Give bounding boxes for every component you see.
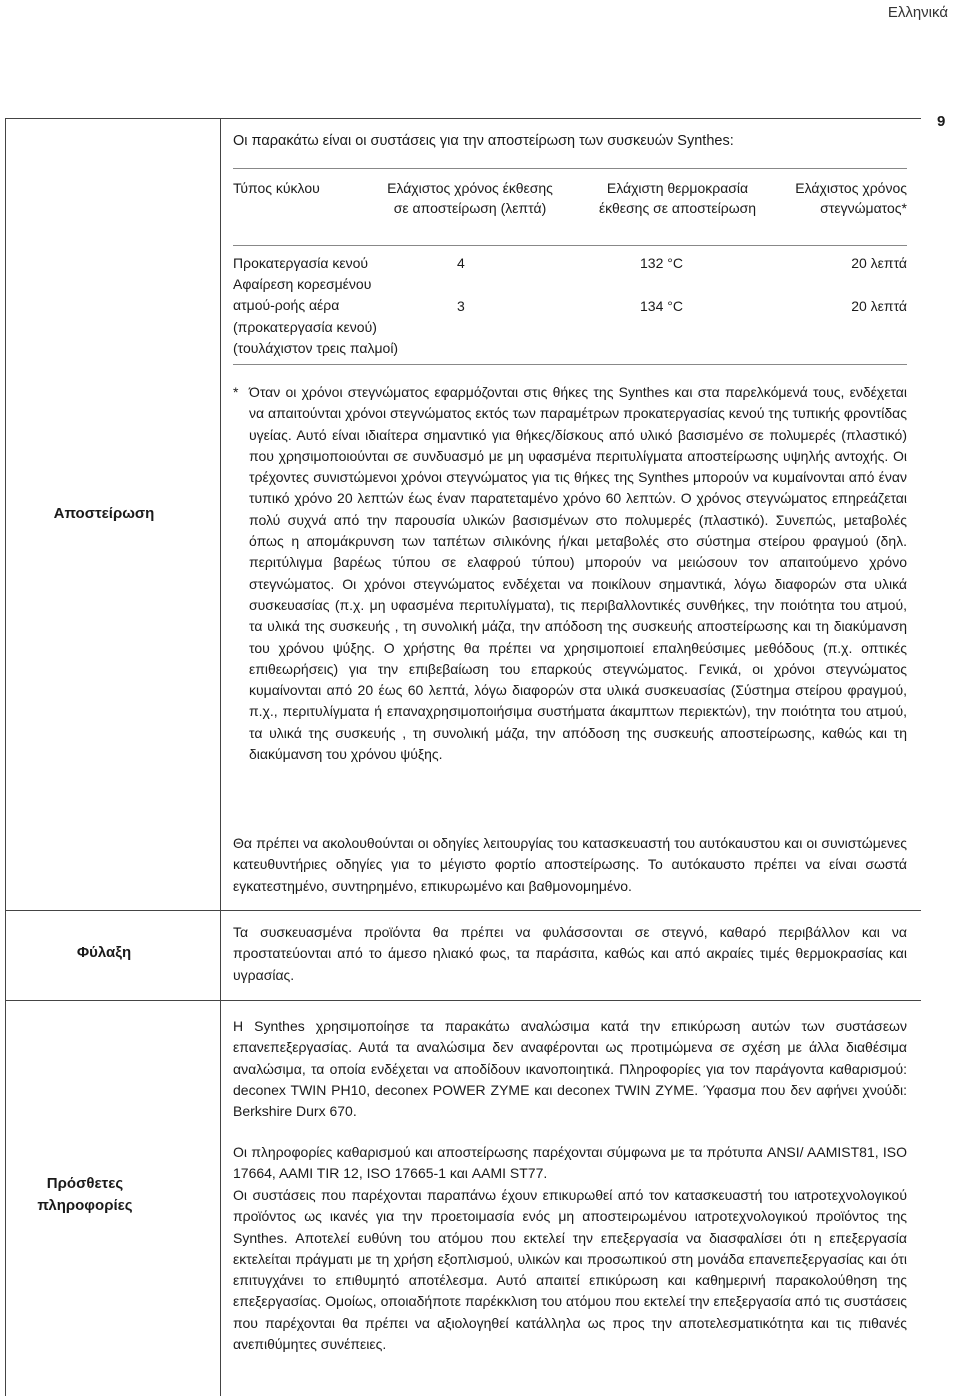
- table-header-rule: [233, 245, 907, 246]
- table-header-dry: Ελάχιστος χρόνος στεγνώματος*: [795, 180, 907, 216]
- divider-storage: [5, 910, 921, 911]
- section-label-storage: Φύλαξη: [76, 944, 132, 961]
- row2-dry: 20 λεπτά: [851, 298, 907, 314]
- table-header-temp: Ελάχιστη θερμοκρασία έκθεσης σε αποστείρωση: [598, 180, 757, 216]
- sterilization-note: Θα πρέπει να ακολουθούνται οι οδηγίες λειτουργίας του κατασκευαστή του αυτόκαυστου και οι συνιστώμενες κατευθυντήριες οδηγίες για το μέγιστο φορτίο αποστείρωσης. Το αυτόκαυστο πρέπει να είναι σωστά εγκατεστημένο, συντηρημένο, επικυρωμένο και βαθμονομημένο.: [233, 835, 907, 894]
- outer-left-border: [5, 118, 6, 1396]
- divider-additional: [5, 1000, 921, 1001]
- page-number: 9: [937, 113, 946, 130]
- row2-time: 3: [457, 298, 465, 314]
- additional-paragraph-2: Οι συστάσεις που παρέχονται παραπάνω έχουν επικυρωθεί από τον κατασκευαστή του ιατροτεχνολογικού προϊόντος ως ικανές για την προετοιμασία ενός μη αποστειρωμένου ιατροτεχνολογικού προϊόντος της Synthes. Αποτελεί ευθύνη του ατόμου που εκτελεί την επεξεργασία να διασφαλίσει ότι η επεξεργασία εκτελείται πράγματι με τη χρήση εξοπλισμού, υλικών και προσωπικού στη μονάδα επανεπεξεργασίας και ότι επιτυγχάνει το επιθυμητό αποτέλεσμα. Αυτό απαιτεί επικύρωση και καθημερινή παρακολούθηση της επεξεργασίας. Ομοίως, οποιαδήποτε παρέκκλιση του ατόμου που εκτελεί την επεξεργασία από τις συστάσεις που παρέχονται θα πρέπει να αξιολογηθεί κατάλληλα ως προς την αποτελεσματικότητα και τις πιθανές ανεπιθύμητες συνέπειες.: [233, 1187, 907, 1353]
- table-header-time: Ελάχιστος χρόνος έκθεσης σε αποστείρωση (λεπτά): [387, 180, 553, 216]
- row1-dry: 20 λεπτά: [851, 255, 907, 271]
- language-label: Ελληνικά: [887, 4, 948, 21]
- storage-text: Τα συσκευασμένα προϊόντα θα πρέπει να φυλάσσονται σε στεγνό, καθαρό περιβάλλον και να προστατεύονται από το άμεσο ηλιακό φως, τα παράσιτα, καθώς και από ακραίες τιμές θερμοκρασίας και υγρασίας.: [233, 924, 907, 983]
- section-label-additional: Πρόσθετες πληροφορίες: [37, 1175, 133, 1214]
- column-divider: [220, 118, 221, 1396]
- table-bottom-rule: [233, 364, 907, 365]
- footnote-star: *: [233, 384, 239, 400]
- row1-time: 4: [457, 255, 465, 271]
- row1-temp: 132 °C: [640, 255, 683, 271]
- additional-paragraph-1: Η Synthes χρησιμοποίησε τα παρακάτω αναλώσιμα κατά την επικύρωση αυτών των συστάσεων επανεπεξεργασίας. Αυτά τα αναλώσιμα δεν αναφέρονται ως προτιμώμενα σε σχέση με άλλα διαθέσιμα αναλώσιμα, τα οποία ενδέχεται να αποδίδουν ικανοποιητικά. Πληροφορίες για τον παράγοντα καθαρισμού: deconex TWIN PH10, deconex POWER ZYME και deconex TWIN ZYME. Ύφασμα που δεν αφήνει χνούδι: Berkshire Durx 670.: [233, 1018, 907, 1120]
- top-border: [5, 118, 921, 119]
- row2-temp: 134 °C: [640, 298, 683, 314]
- table-top-rule: [233, 168, 907, 169]
- intro-text: Οι παρακάτω είναι οι συστάσεις για την αποστείρωση των συσκευών Synthes:: [233, 133, 734, 149]
- table-header-cycle: Τύπος κύκλου: [233, 180, 320, 196]
- additional-standards: Οι πληροφορίες καθαρισμού και αποστείρωσης παρέχονται σύμφωνα με τα πρότυπα ANSI/ AAMIST81, ISO 17664, AAMI TIR 12, ISO 17665-1 και AAMI ST77.: [233, 1144, 907, 1182]
- footnote-text: Όταν οι χρόνοι στεγνώματος εφαρμόζονται στις θήκες της Synthes και στα παρελκόμενά τους, ενδέχεται να απαιτούνται χρόνοι στεγνώματος εκτός των παραμέτρων προκατεργασίας κενού της τυπικής φροντίδας υγείας. Αυτό είναι ιδιαίτερα σημαντικό για θήκες/δίσκους από υλικό βασισμένο σε πολυμερές (πλαστικό) που χρησιμοποιούνται σε συνδυασμό με μη υφασμένα περιτυλίγματα αποστείρωσης υψηλής αντοχής. Οι τρέχοντες συνιστώμενοι χρόνοι στεγνώματος για τις θήκες της Synthes μπορούν να κυμαίνονται από έναν τυπικό χρόνο 20 λεπτών έως έναν παρατεταμένο χρόνο 60 λεπτών. Ο χρόνος στεγνώματος επηρεάζεται πολύ συχνά από την παρουσία υλικών βασισμένων στο πολυμερές (πλαστικό). Συνεπώς, μεταβολές όπως η απομάκρυνση των ταπέτων σιλικόνης ή/και μεταβολές στο σύστημα στείρου φραγμού (δηλ. περιτύλιγμα βαρέως τύπου σε ελαφρού τύπου) μπορούν να μειώσουν τον απαιτούμενο χρόνο στεγνώματος. Οι χρόνοι στεγνώματος ενδέχεται να ποικίλουν σημαντικά, λόγω διαφορών στα υλικά συσκευασίας (π.χ. μη υφασμένα περιτυλίγματα), τις περιβαλλοντικές συνθήκες, την ποιότητα του ατμού, τα υλικά της συσκευής , τη συνολική μάζα, την απόδοση της συσκευής αποστείρωσης και τη διακύμανση του χρόνου ψύξης. Ο χρήστης θα πρέπει να χρησιμοποιεί επαληθεύσιμες μεθόδους (π.χ. οπτικές επιθεωρήσεις) για την επιβεβαίωση του επαρκούς στεγνώματος. Γενικά, οι χρόνοι στεγνώματος κυμαίνονται από 20 έως 60 λεπτά, λόγω διαφορών στα υλικά συσκευασίας (Σύστημα στείρου φραγμού, π.χ., περιτυλίγματα ή επαναχρησιμοποιήσιμα συστήματα άκαμπτων περιεκτών), την ποιότητα του ατμού, τα υλικά της συσκευής , τη συνολική μάζα, την απόδοση της συσκευής αποστείρωσης, καθώς και τη διακύμανση του χρόνου ψύξης.: [249, 384, 907, 763]
- table-cycle-type: Προκατεργασία κενού Αφαίρεση κορεσμένου ατμού-ροής αέρα (προκατεργασία κενού) (τουλάχιστον τρεις παλμοί): [233, 255, 399, 356]
- section-label-sterilization: Αποστείρωση: [53, 505, 155, 522]
